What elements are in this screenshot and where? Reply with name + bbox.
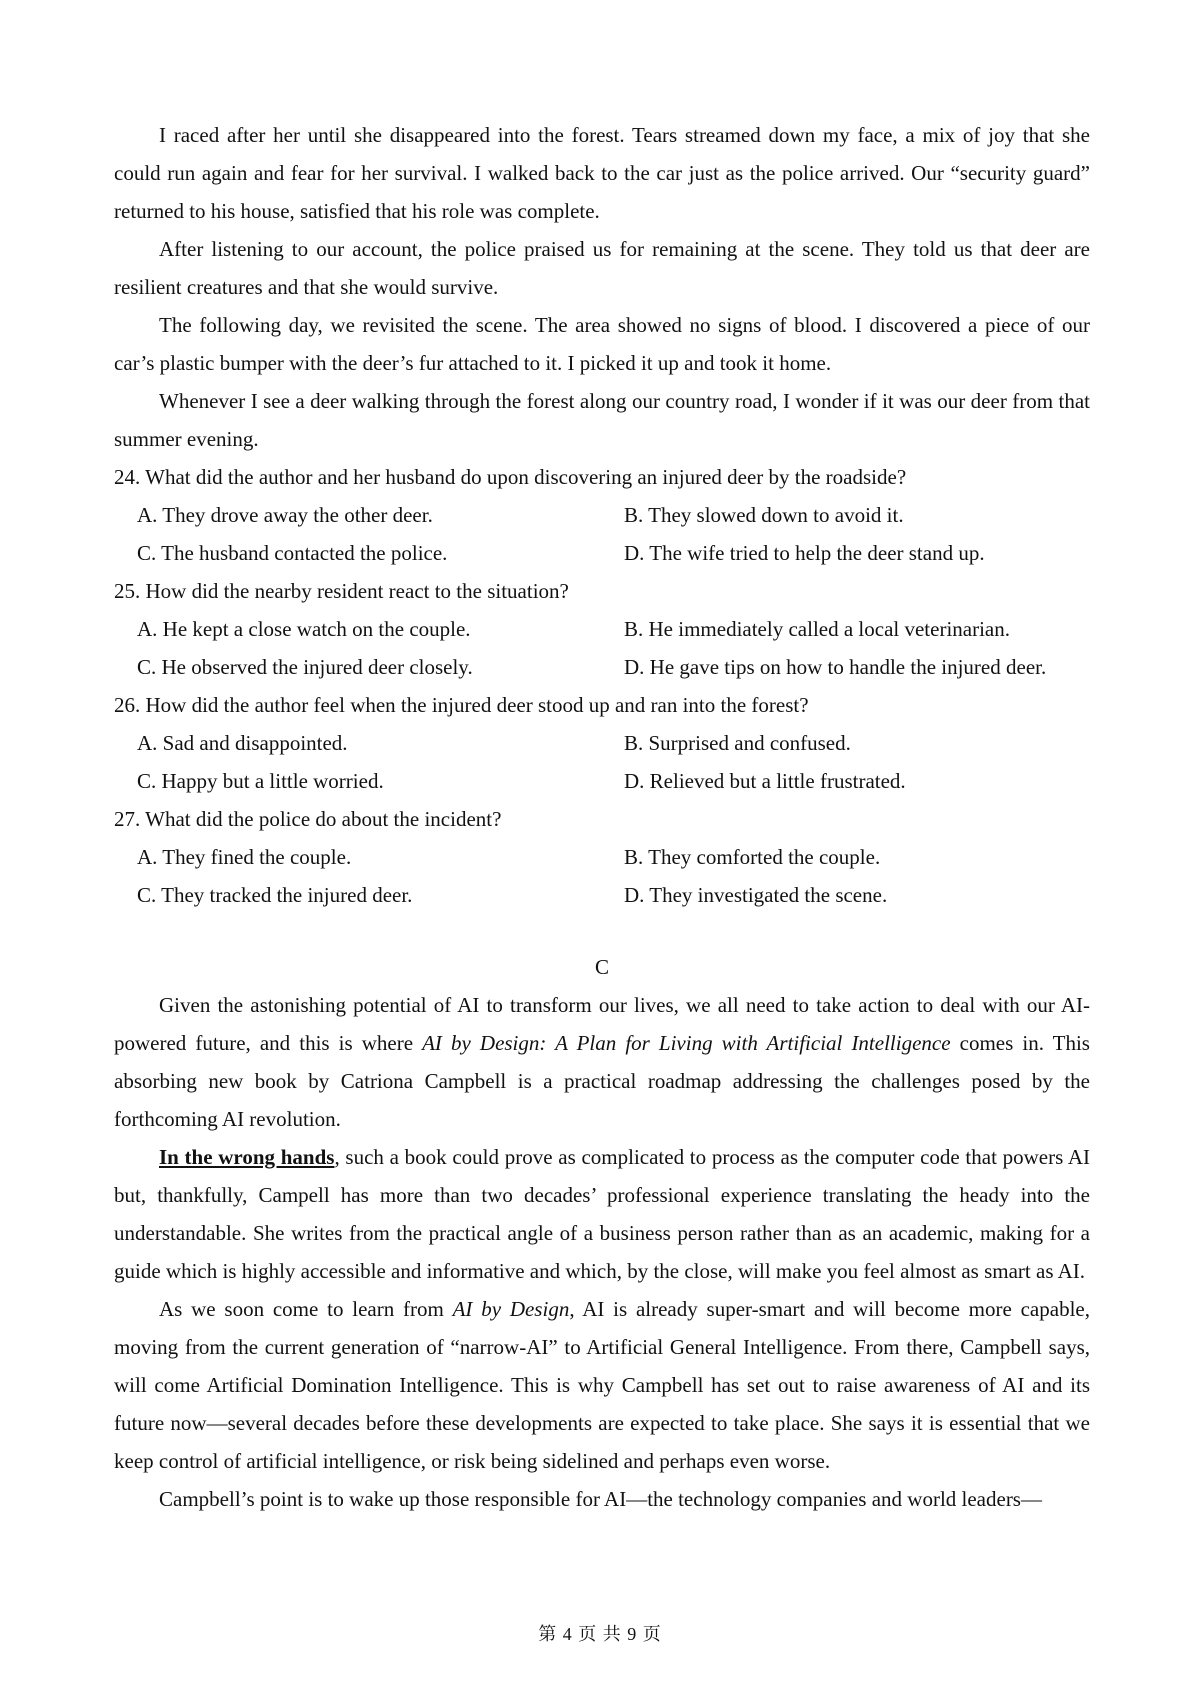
- option-c: C. The husband contacted the police.: [137, 541, 448, 565]
- paragraph-text: , such a book could prove as complicated to process as the computer code that powers AI but, thankfully, Campell has more than two decades’ professional experience translating the heady into the understandable. She writes from the practical angle of a business person rather than as an academic, making for a guide which is highly accessible and informative and which, by the close, will make you feel almost as smart as AI.: [114, 1145, 1090, 1283]
- question-options: [114, 496, 1090, 572]
- passage-c-paragraph-2: [114, 1138, 1090, 1290]
- option-d: D. He gave tips on how to handle the injured deer.: [624, 655, 1047, 679]
- paragraph-text: As we soon come to learn from: [159, 1297, 453, 1321]
- option-b: B. They slowed down to avoid it.: [624, 503, 904, 527]
- question-options: [114, 724, 1090, 800]
- passage-b-paragraph-1: I raced after her until she disappeared into the forest. Tears streamed down my face, a mix of joy that she could run again and fear for her survival. I walked back to the car just as the police arrived. Our “security guard” returned to his house, satisfied that his role was complete.: [114, 123, 1090, 223]
- option-d: D. Relieved but a little frustrated.: [624, 769, 906, 793]
- option-b: B. Surprised and confused.: [624, 731, 851, 755]
- question-stem: 26. How did the author feel when the injured deer stood up and ran into the forest?: [114, 693, 809, 717]
- option-a: A. They fined the couple.: [137, 845, 352, 869]
- question-options: [114, 838, 1090, 914]
- question-27: [114, 800, 1090, 914]
- option-b: B. They comforted the couple.: [624, 845, 881, 869]
- option-a: A. He kept a close watch on the couple.: [137, 617, 471, 641]
- option-d: D. They investigated the scene.: [624, 883, 888, 907]
- question-24: [114, 458, 1090, 572]
- question-25: [114, 572, 1090, 686]
- passage-c-paragraph-4: Campbell’s point is to wake up those responsible for AI—the technology companies and world leaders—: [159, 1487, 1042, 1511]
- passage-b-paragraph-4: Whenever I see a deer walking through the forest along our country road, I wonder if it was our deer from that summer evening.: [114, 389, 1090, 451]
- question-26: [114, 686, 1090, 800]
- underlined-phrase: In the wrong hands: [159, 1145, 335, 1169]
- option-a: A. Sad and disappointed.: [137, 731, 348, 755]
- option-a: A. They drove away the other deer.: [137, 503, 433, 527]
- paragraph-text: Given the astonishing potential of AI to transform our lives, we all need to take action to deal with our AI-powered future, and this is where: [114, 993, 1090, 1055]
- question-stem: 24. What did the author and her husband do upon discovering an injured deer by the roadside?: [114, 465, 907, 489]
- paragraph-text: , AI is already super-smart and will become more capable, moving from the current generation of “narrow-AI” to Artificial General Intelligence. From there, Campbell says, will come Artificial Domination Intelligence. This is why Campbell has set out to raise awareness of AI and its future now—several decades before these developments are expected to take place. She says it is essential that we keep control of artificial intelligence, or risk being sidelined and perhaps even worse.: [114, 1297, 1090, 1473]
- page-content: [114, 116, 1090, 1518]
- question-stem: 25. How did the nearby resident react to the situation?: [114, 579, 569, 603]
- passage-c-paragraph-3: [114, 1290, 1090, 1480]
- paragraph-text: comes in. This absorbing new book by Catriona Campbell is a practical roadmap addressing the challenges posed by the forthcoming AI revolution.: [114, 1031, 1090, 1131]
- option-d: D. The wife tried to help the deer stand up.: [624, 541, 985, 565]
- section-heading: C: [594, 955, 609, 979]
- page-number-footer: 第 4 页 共 9 页: [538, 1624, 662, 1644]
- option-c: C. He observed the injured deer closely.: [137, 655, 473, 679]
- book-title: AI by Design: A Plan for Living with Artificial Intelligence: [422, 1031, 951, 1055]
- passage-b-paragraph-3: The following day, we revisited the scene. The area showed no signs of blood. I discovered a piece of our car’s plastic bumper with the deer’s fur attached to it. I picked it up and took it home.: [114, 313, 1090, 375]
- question-options: [114, 610, 1090, 686]
- book-title: AI by Design: [452, 1297, 570, 1321]
- option-b: B. He immediately called a local veterinarian.: [624, 617, 1010, 641]
- passage-b-paragraph-2: After listening to our account, the police praised us for remaining at the scene. They told us that deer are resilient creatures and that she would survive.: [114, 237, 1090, 299]
- option-c: C. They tracked the injured deer.: [137, 883, 413, 907]
- passage-c-paragraph-1: [114, 986, 1090, 1138]
- option-c: C. Happy but a little worried.: [137, 769, 384, 793]
- question-stem: 27. What did the police do about the incident?: [114, 807, 502, 831]
